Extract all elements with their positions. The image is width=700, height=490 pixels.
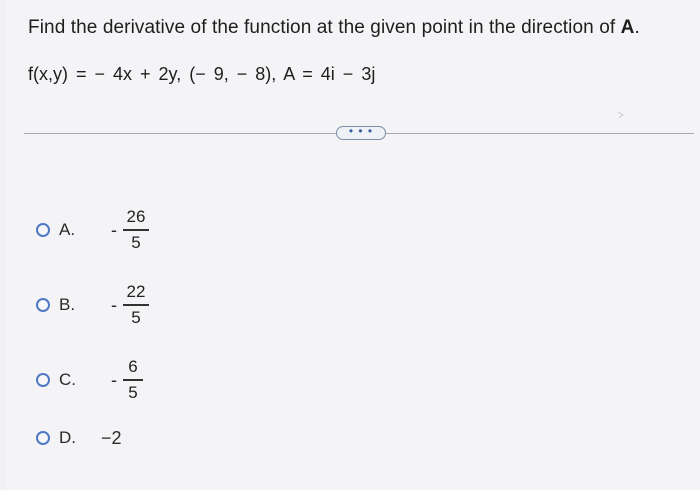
fraction-bar [123, 304, 149, 306]
option-d-label: D. [59, 428, 76, 447]
option-a-numerator: 26 [126, 207, 146, 227]
option-b-sign: - [111, 294, 117, 315]
option-b-fraction [123, 282, 149, 328]
function-formula: f(x,y) = − 4x + 2y, (− 9, − 8), A = 4i − 3j [28, 64, 376, 84]
option-a-fraction [123, 207, 149, 253]
cursor-icon [616, 110, 626, 120]
option-b-numerator: 22 [126, 282, 146, 302]
option-b[interactable] [36, 282, 149, 327]
option-c-numerator: 6 [128, 357, 138, 377]
option-c-fraction [123, 357, 143, 403]
radio-button-c[interactable] [36, 373, 50, 387]
radio-button-a[interactable] [36, 223, 50, 237]
ellipsis-icon: • • • [348, 124, 374, 138]
option-a-sign: - [111, 219, 117, 240]
option-c-denominator: 5 [128, 382, 138, 402]
option-c-sign: - [111, 369, 117, 390]
fraction-bar [123, 229, 149, 231]
question-bold-term: A [620, 17, 635, 38]
option-c[interactable] [36, 357, 143, 402]
option-a-denominator: 5 [131, 232, 141, 252]
fraction-bar [123, 379, 143, 381]
question-suffix: . [634, 17, 640, 38]
option-d[interactable] [36, 418, 122, 458]
option-c-label: C. [59, 370, 76, 389]
question-text [28, 17, 640, 39]
question-card [6, 0, 700, 490]
radio-button-d[interactable] [36, 431, 50, 445]
more-options-button[interactable] [336, 126, 386, 140]
question-prefix: Find the derivative of the function at the given point in the direction of [28, 17, 621, 38]
radio-button-b[interactable] [36, 298, 50, 312]
option-d-value: −2 [101, 427, 122, 448]
option-a[interactable] [36, 207, 149, 252]
option-b-label: B. [59, 295, 76, 314]
option-a-label: A. [59, 220, 76, 239]
option-b-denominator: 5 [131, 307, 141, 327]
